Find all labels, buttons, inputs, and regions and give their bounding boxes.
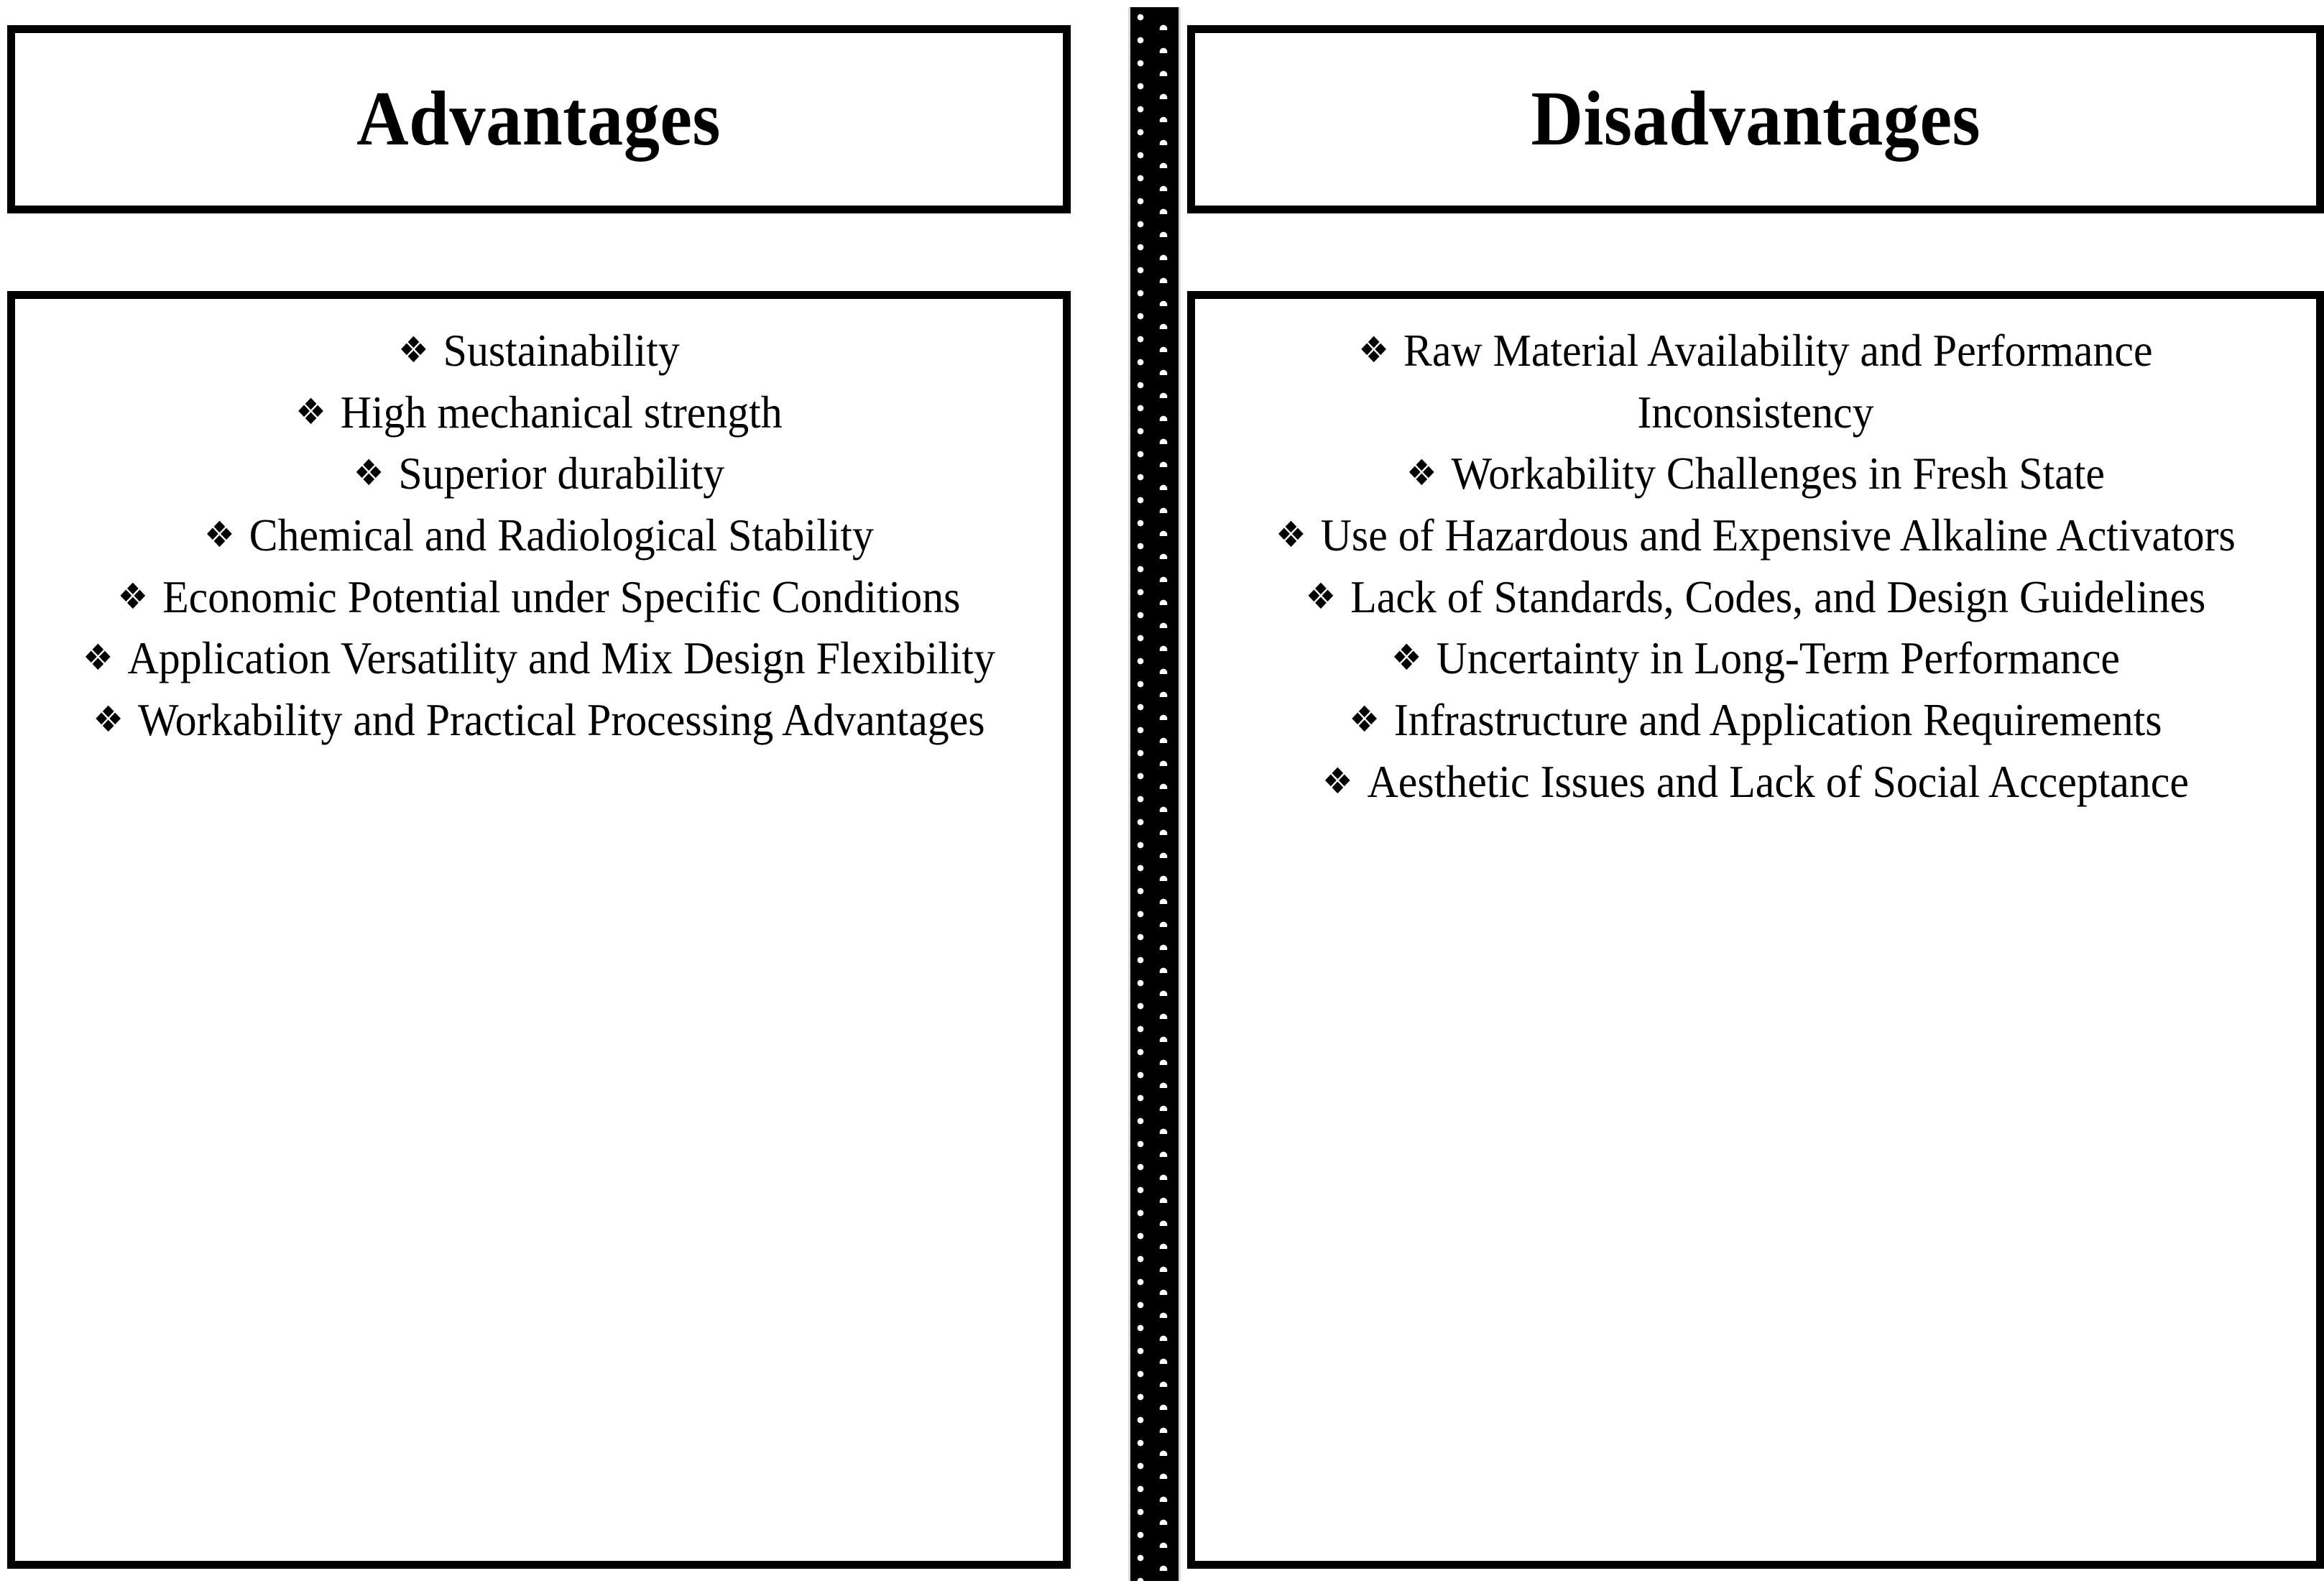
list-item-label: Workability and Practical Processing Advantages (137, 695, 985, 746)
list-item (59, 443, 1019, 505)
diamond-bullet-icon: ❖ (1391, 637, 1422, 679)
diamond-bullet-icon: ❖ (117, 575, 149, 617)
diamond-bullet-icon: ❖ (398, 329, 429, 371)
list-item (59, 567, 1019, 629)
diamond-bullet-icon: ❖ (353, 452, 384, 494)
list-item (1241, 752, 2271, 813)
diamond-bullet-icon: ❖ (1358, 329, 1390, 371)
diamond-bullet-icon: ❖ (93, 699, 124, 741)
list-item (59, 690, 1019, 752)
list-item (59, 505, 1019, 567)
list-item (1241, 567, 2271, 629)
list-item-label: Uncertainty in Long-Term Performance (1436, 633, 2120, 684)
list-item-label: Use of Hazardous and Expensive Alkaline Activators (1320, 510, 2236, 561)
disadvantages-body-box (1187, 291, 2324, 1569)
list-item (59, 628, 1019, 690)
diamond-bullet-icon: ❖ (1305, 575, 1337, 617)
list-item (59, 321, 1019, 382)
list-item-label: Economic Potential under Specific Conditions (162, 571, 961, 622)
advantages-header-box (7, 25, 1071, 213)
list-item (1241, 690, 2271, 752)
advantages-title: Advantages (356, 76, 721, 162)
list-item (59, 382, 1019, 444)
list-item-label: Infrastructure and Application Requirements (1393, 695, 2162, 746)
list-item-label: Chemical and Radiological Stability (249, 510, 874, 561)
diamond-bullet-icon: ❖ (295, 390, 326, 433)
disadvantages-header-box (1187, 25, 2324, 213)
list-item-label: Raw Material Availability and Performance Inconsistency (1403, 326, 2153, 438)
divider-edge-right (1179, 7, 1181, 1581)
list-item-label: High mechanical strength (340, 387, 783, 438)
list-item-label: Aesthetic Issues and Lack of Social Acceptance (1367, 756, 2189, 807)
list-item-label: Workability Challenges in Fresh State (1451, 448, 2105, 499)
advantages-list (34, 321, 1044, 752)
diamond-bullet-icon: ❖ (1276, 514, 1306, 556)
advantages-body-box (7, 291, 1071, 1569)
list-item (1241, 443, 2271, 505)
list-item-label: Superior durability (398, 448, 725, 499)
diamond-bullet-icon: ❖ (83, 637, 114, 679)
list-item-label: Sustainability (443, 326, 680, 376)
disadvantages-title: Disadvantages (1531, 76, 1981, 162)
list-item-label: Application Versatility and Mix Design Flexibility (127, 633, 995, 684)
list-item (1241, 628, 2271, 690)
list-item-label: Lack of Standards, Codes, and Design Guidelines (1350, 571, 2206, 622)
divider-edge-left (1128, 7, 1130, 1581)
diamond-bullet-icon: ❖ (204, 514, 235, 556)
disadvantages-list (1214, 321, 2297, 813)
diamond-bullet-icon: ❖ (1349, 699, 1380, 741)
diamond-bullet-icon: ❖ (1406, 452, 1437, 494)
list-item (1241, 321, 2271, 443)
column-divider (1130, 7, 1179, 1581)
list-item (1241, 505, 2271, 567)
diamond-bullet-icon: ❖ (1322, 760, 1353, 802)
